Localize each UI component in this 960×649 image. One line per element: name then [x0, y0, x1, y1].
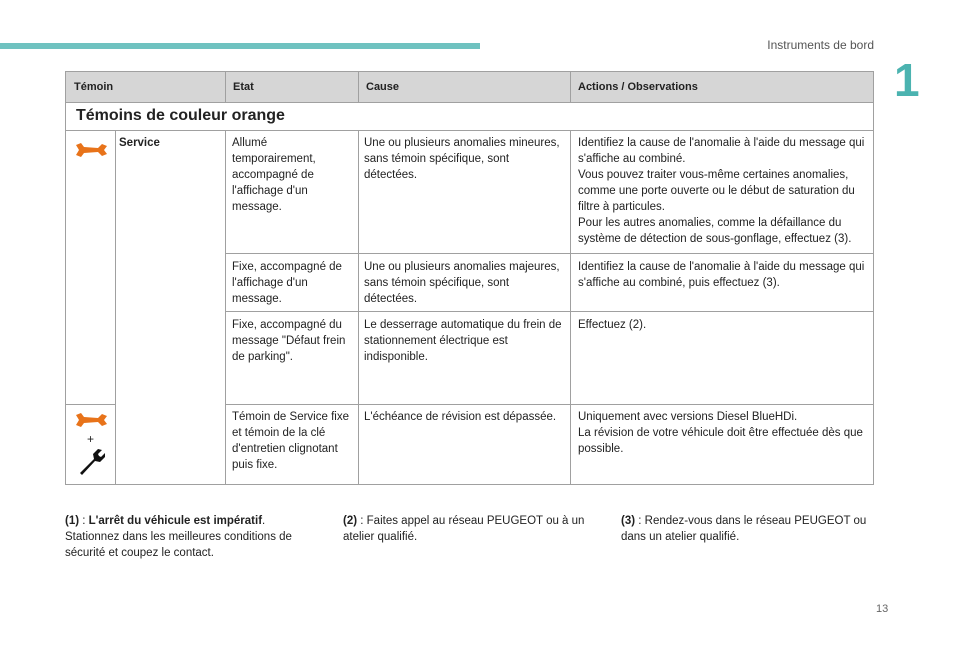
row4-actions: Uniquement avec versions Diesel BlueHDi. La révision de votre véhicule doit être effectuée dès que possible.	[578, 411, 863, 455]
page-header-title: Instruments de bord	[767, 38, 874, 52]
table-header	[66, 72, 873, 103]
row2-etat: Fixe, accompagné de l'affichage d'un message.	[232, 261, 342, 305]
section-title: Témoins de couleur orange	[76, 107, 285, 124]
row4-cause: L'échéance de révision est dépassée.	[364, 411, 557, 423]
warning-lights-table	[65, 71, 874, 485]
row1-actions: Identifiez la cause de l'anomalie à l'aide du message qui s'affiche au combiné. Vous pouvez traiter vous-même certaines anomalies, comme une porte ouverte ou le début de saturation du filtre à particules. Pour les autres anomalies, comme la défaillance du système de détection de sous-gonflage, effectuez (3).	[578, 137, 865, 245]
service-label: Service	[119, 137, 160, 149]
row3-cause: Le desserrage automatique du frein de stationnement électrique est indisponible.	[364, 319, 562, 363]
row1-cause: Une ou plusieurs anomalies mineures, sans témoin spécifique, sont détectées.	[364, 137, 560, 181]
chapter-number: 1	[894, 54, 920, 106]
wrench-orange-icon	[74, 412, 108, 433]
col-header-temoin: Témoin	[74, 81, 114, 93]
footnote-1: (1) : L'arrêt du véhicule est impératif. Stationnez dans les meilleures conditions de sécurité et coupez le contact.	[65, 515, 292, 559]
row2-actions: Identifiez la cause de l'anomalie à l'aide du message qui s'affiche au combiné, puis effectuez (3).	[578, 261, 865, 289]
plus-sign: +	[87, 432, 95, 446]
col-header-cause: Cause	[366, 81, 400, 93]
col-header-etat: Etat	[233, 81, 254, 93]
row1-etat: Allumé temporairement, accompagné de l'affichage d'un message.	[232, 137, 316, 213]
row3-actions: Effectuez (2).	[578, 319, 647, 331]
header-accent-bar	[0, 43, 480, 49]
wrench-black-icon	[76, 447, 106, 482]
row4-etat: Témoin de Service fixe et témoin de la clé d'entretien clignotant puis fixe.	[232, 411, 349, 471]
col-header-actions: Actions / Observations	[578, 81, 698, 93]
row2-cause: Une ou plusieurs anomalies majeures, sans témoin spécifique, sont détectées.	[364, 261, 560, 305]
footnote-2: (2) : Faites appel au réseau PEUGEOT ou à un atelier qualifié.	[343, 515, 585, 543]
row3-etat: Fixe, accompagné du message "Défaut frein de parking".	[232, 319, 346, 363]
page-number: 13	[876, 603, 889, 615]
wrench-orange-icon	[74, 142, 108, 163]
footnote-3: (3) : Rendez-vous dans le réseau PEUGEOT ou dans un atelier qualifié.	[621, 515, 867, 543]
